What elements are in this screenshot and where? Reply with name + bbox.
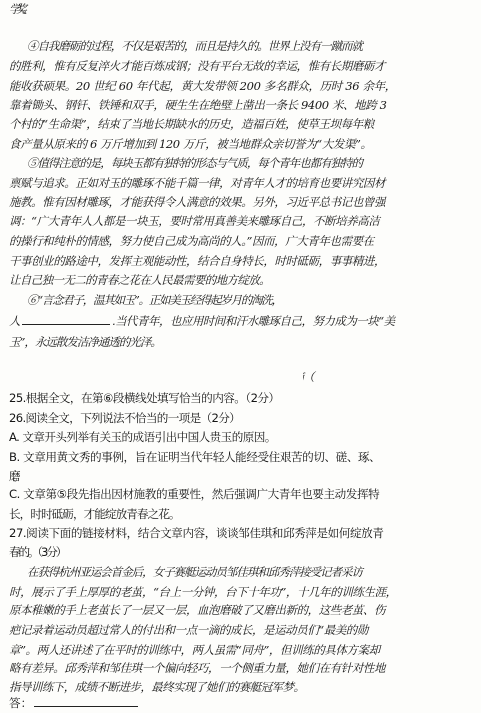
article-paragraph-5: ⑤值得注意的是，每块玉都有独特的形态与气质，每个青年也都有独特的 — [27, 156, 362, 170]
article-fill-line — [9, 314, 481, 330]
link-material-line: 略有差异。邱秀萍和邹佳琪一个偏向轻巧，一个侧重力量，她们在有针对性地 — [9, 661, 385, 675]
article-line: 的操行和纯朴的情感，努力使自己成为高尚的人。”因而，广大青年也需要在 — [9, 234, 374, 248]
link-material-line: 指导训练下，成绩不断进步，最终实现了她们的赛艇冠军梦。 — [9, 680, 305, 694]
option-c: C. 文章第⑤段先指出因材施教的重要性，然后强调广大青年也要主动发挥特 — [9, 487, 380, 501]
question-26: 26.阅读全文，下列说法不恰当的一项是（2分） — [9, 411, 241, 425]
link-material-line: 原本稚嫩的手上老茧长了一层又一层，血泡磨破了又磨出新的，这些老茧、伤 — [9, 603, 385, 617]
article-line: 施教。惟有因材雕琢，才能获得令人满意的效果。另外，习近平总书记也曾强 — [9, 195, 385, 209]
article-fill-suffix: .当代青年，也应用时间和汗水雕琢自己，努力成为一块“美 — [111, 314, 395, 328]
option-c-cont: 长，时时砥砺，才能绽放青春之花。 — [9, 507, 180, 521]
link-material-line: 疤记录着运动员超过常人的付出和一点一滴的成长，是运动员们“最美的勋 — [9, 623, 368, 637]
article-line: 个村的“生命渠”，结束了当地长期缺水的历史，造福百姓，使草王坝每年粮 — [9, 117, 374, 131]
article-line: 玉”，永远散发洁净通透的光泽。 — [9, 335, 161, 349]
answer-blank[interactable] — [34, 696, 138, 707]
option-b: B. 文章用黄文秀的事例，旨在证明当代年轻人能经受住艰苦的切、磋、琢、 — [9, 450, 381, 464]
question-27: 27.阅读下面的链接材料，结合文章内容，谈谈邹佳琪和邱秀萍是如何绽放青 — [9, 526, 384, 540]
question-27-cont: 春的。（3分） — [9, 545, 66, 559]
question-25: 25.根据全文，在第⑥段横线处填写恰当的内容。（2分） — [9, 391, 280, 405]
article-line: 让自己独一无二的青春之花在人民最需要的地方绽放。 — [9, 273, 270, 287]
article-line: 靠着锄头、钢钎、铁锤和双手，硬生生在绝壁上凿出一条长 9400 米、地跨 3 — [9, 98, 387, 112]
article-line: 干事创业的路途中，发挥主观能动性，结合自身特长，时时砥砺，事事精进， — [9, 254, 385, 268]
link-material-line: 章”。两人还讲述了在平时的训练中，两人虽需“同舟”，但训练的具体方案却 — [9, 643, 380, 657]
article-line: 食产量从原来的 6 万斤增加到 120 万斤，被当地群众亲切誉为“大发渠”。 — [9, 137, 372, 151]
article-paragraph-6: ⑥“言念君子，温其如玉”。正如美玉经得起岁月的淘洗， — [27, 293, 282, 307]
article-line: 能收获硕果。20 世纪 60 年代起，黄大发带领 200 多名群众，历时 36 余年， — [9, 79, 396, 93]
article-line: 禀赋与追求。正如对玉的雕琢不能千篇一律，对青年人才的培育也要讲究因材 — [9, 176, 385, 190]
option-a: A. 文章开头列举有关玉的成语引出中国人贵玉的原因。 — [9, 430, 276, 444]
article-line: 的胜利，惟有反复淬火才能百炼成钢；没有平台无故的幸运，惟有长期磨砺才 — [9, 59, 385, 73]
fill-in-blank[interactable] — [22, 314, 110, 325]
article-fill-prefix: 人 — [9, 314, 20, 328]
source-note — [303, 370, 481, 386]
link-material-line: 在获得杭州亚运会首金后，女子赛艇运动员邹佳琪和邱秀萍接受记者采访 — [27, 565, 362, 579]
article-paragraph-4: ④自我磨砺的过程，不仅是艰苦的，而且是持久的。世界上没有一蹴而就 — [27, 39, 362, 53]
link-material-line: 时，展示了手上厚厚的老茧，“台上一分钟，台下十年功”，十几年的训练生涯， — [9, 585, 397, 599]
answer-row — [9, 696, 481, 712]
article-line: 学奖。 — [9, 2, 29, 16]
answer-label: 答： — [9, 696, 33, 710]
option-b-cont: 磨。 — [9, 469, 18, 483]
article-line: 调：“广大青年人人都是一块玉，要时常用真善美来雕琢自己，不断培养高洁 — [9, 214, 380, 228]
